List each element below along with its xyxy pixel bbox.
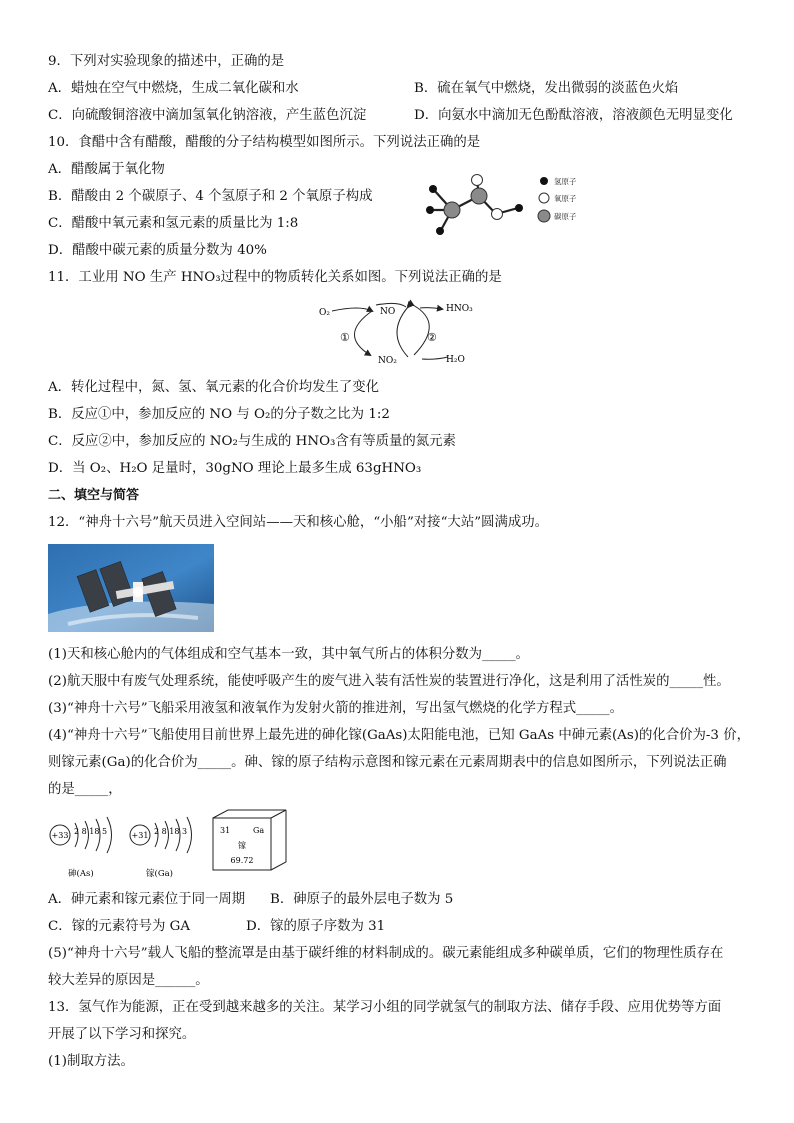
q10-stem: 10．食醋中含有醋酸，醋酸的分子结构模型如图所示。下列说法正确的是 (48, 135, 481, 150)
legend-carbon-marker (538, 210, 550, 222)
q9-option-d: D．向氨水中滴加无色酚酞溶液，溶液颜色无明显变化 (414, 108, 733, 123)
q12-option-a: A．砷元素和镓元素位于同一周期 (48, 892, 246, 907)
carbon-atom (444, 202, 460, 218)
q11-option-a: A．转化过程中，氮、氢、氧元素的化合价均发生了变化 (48, 380, 380, 395)
oxygen-atom (472, 175, 483, 186)
q10-option-d: D．醋酸中碳元素的质量分数为 40% (48, 243, 267, 258)
legend-hydrogen-label: 氢原子 (554, 177, 577, 186)
q9-stem: 9．下列对实验现象的描述中，正确的是 (48, 54, 285, 69)
q12-part5-line1: (5)“神舟十六号”载人飞船的整流罩是由基于碳纤维的材料制成的。碳元素能组成多种碳单质，它们的物理性质存在 (48, 946, 724, 961)
diagram-reaction-2: ② (427, 331, 437, 344)
no-conversion-diagram (310, 293, 480, 369)
diagram-reaction-1: ① (340, 331, 350, 344)
q11-option-c: C．反应②中，参加反应的 NO₂与生成的 HNO₃含有等质量的氮元素 (48, 434, 456, 449)
as-label: 砷(As) (68, 869, 94, 879)
q12-part2: (2)航天服中有废气处理系统，能使呼吸产生的废气进入装有活性炭的装置进行净化，这是利用了活性炭的_____性。 (48, 674, 730, 689)
q9-option-c: C．向硫酸铜溶液中滴加氢氧化钠溶液，产生蓝色沉淀 (48, 108, 367, 123)
q10-option-c: C．醋酸中氧元素和氢元素的质量比为 1:8 (48, 216, 299, 231)
q11-option-b: B．反应①中，参加反应的 NO 与 O₂的分子数之比为 1:2 (48, 407, 390, 422)
ga-label: 镓(Ga) (146, 869, 173, 879)
q12-option-d: D．镓的原子序数为 31 (246, 919, 386, 934)
legend-oxygen-marker (539, 193, 549, 203)
space-station-image (48, 544, 214, 632)
hydrogen-atom (426, 206, 434, 214)
diagram-o2-label: O₂ (319, 308, 330, 318)
q10-option-a: A．醋酸属于氧化物 (48, 162, 165, 177)
q12-part4-line3: 的是_____， (48, 782, 122, 797)
q12-option-c: C．镓的元素符号为 GA (48, 919, 190, 934)
diagram-no-label: NO (380, 307, 396, 317)
q11-option-d: D．当 O₂、H₂O 足量时，30gNO 理论上最多生成 63gHNO₃ (48, 461, 422, 476)
q9-option-a: A．蜡烛在空气中燃烧，生成二氧化碳和水 (48, 81, 299, 96)
q12-part4-line2: 则镓元素(Ga)的化合价为_____。砷、镓的原子结构示意图和镓元素在元素周期表中的信息如图所示，下列说法正确 (48, 755, 727, 770)
q10-option-b: B．醋酸由 2 个碳原子、4 个氢原子和 2 个氧原子构成 (48, 189, 373, 204)
q12-part4-line1: (4)“神舟十六号”飞船使用目前世界上最先进的砷化镓(GaAs)太阳能电池，已知 GaAs 中砷元素(As)的化合价为-3 价， (48, 728, 750, 743)
acetic-acid-molecule-figure (420, 168, 590, 240)
legend-hydrogen-marker (540, 177, 548, 185)
atomic-structure-figure (48, 808, 288, 884)
section-heading: 二、填空与简答 (48, 488, 140, 503)
oxygen-atom (492, 209, 503, 220)
q9-option-b: B．硫在氧气中燃烧，发出微弱的淡蓝色火焰 (414, 81, 679, 96)
q12-stem: 12．“神舟十六号”航天员进入空间站——天和核心舱，“小船”对接“大站”圆满成功。 (48, 515, 549, 530)
q11-stem: 11．工业用 NO 生产 HNO₃过程中的物质转化关系如图。下列说法正确的是 (48, 270, 502, 285)
q13-part1: (1)制取方法。 (48, 1054, 134, 1069)
no-conversion-cycle (310, 293, 480, 369)
diagram-h2o-label: H₂O (446, 355, 465, 365)
space-station-photo (48, 544, 214, 632)
acetic-acid-molecule-model (420, 168, 590, 240)
ga-nucleus: +31 (131, 831, 149, 840)
ga-atomic-mass: 69.72 (230, 856, 254, 865)
ga-symbol: Ga (253, 826, 265, 835)
legend-carbon-label: 碳原子 (554, 212, 577, 221)
atom-and-periodic-cell (48, 808, 288, 884)
q13-stem-line2: 开展了以下学习和探究。 (48, 1027, 196, 1042)
hydrogen-atom (515, 204, 523, 212)
as-nucleus: +33 (51, 831, 69, 840)
hydrogen-atom (436, 227, 444, 235)
hydrogen-atom (429, 185, 437, 193)
q12-part3: (3)“神舟十六号”飞船采用液氢和液氧作为发射火箭的推进剂，写出氢气燃烧的化学方程式_____。 (48, 701, 623, 716)
diagram-hno3-label: HNO₃ (446, 304, 473, 314)
carbon-atom (471, 188, 487, 204)
q13-stem-line1: 13．氢气作为能源，正在受到越来越多的关注。某学习小组的同学就氢气的制取方法、储存手段、应用优势等方面 (48, 1000, 722, 1015)
legend-oxygen-label: 氧原子 (554, 194, 577, 203)
ga-shells: 2 8 18 3 (154, 827, 188, 836)
ga-atomic-number: 31 (220, 826, 231, 835)
q12-option-b: B．砷原子的最外层电子数为 5 (270, 892, 454, 907)
q12-part1: (1)天和核心舱内的气体组成和空气基本一致，其中氧气所占的体积分数为_____。 (48, 647, 529, 662)
as-shells: 2 8 18 5 (74, 827, 108, 836)
ga-name: 镓 (238, 841, 246, 850)
diagram-no2-label: NO₂ (378, 356, 397, 366)
q12-part5-line2: 较大差异的原因是______。 (48, 973, 209, 988)
